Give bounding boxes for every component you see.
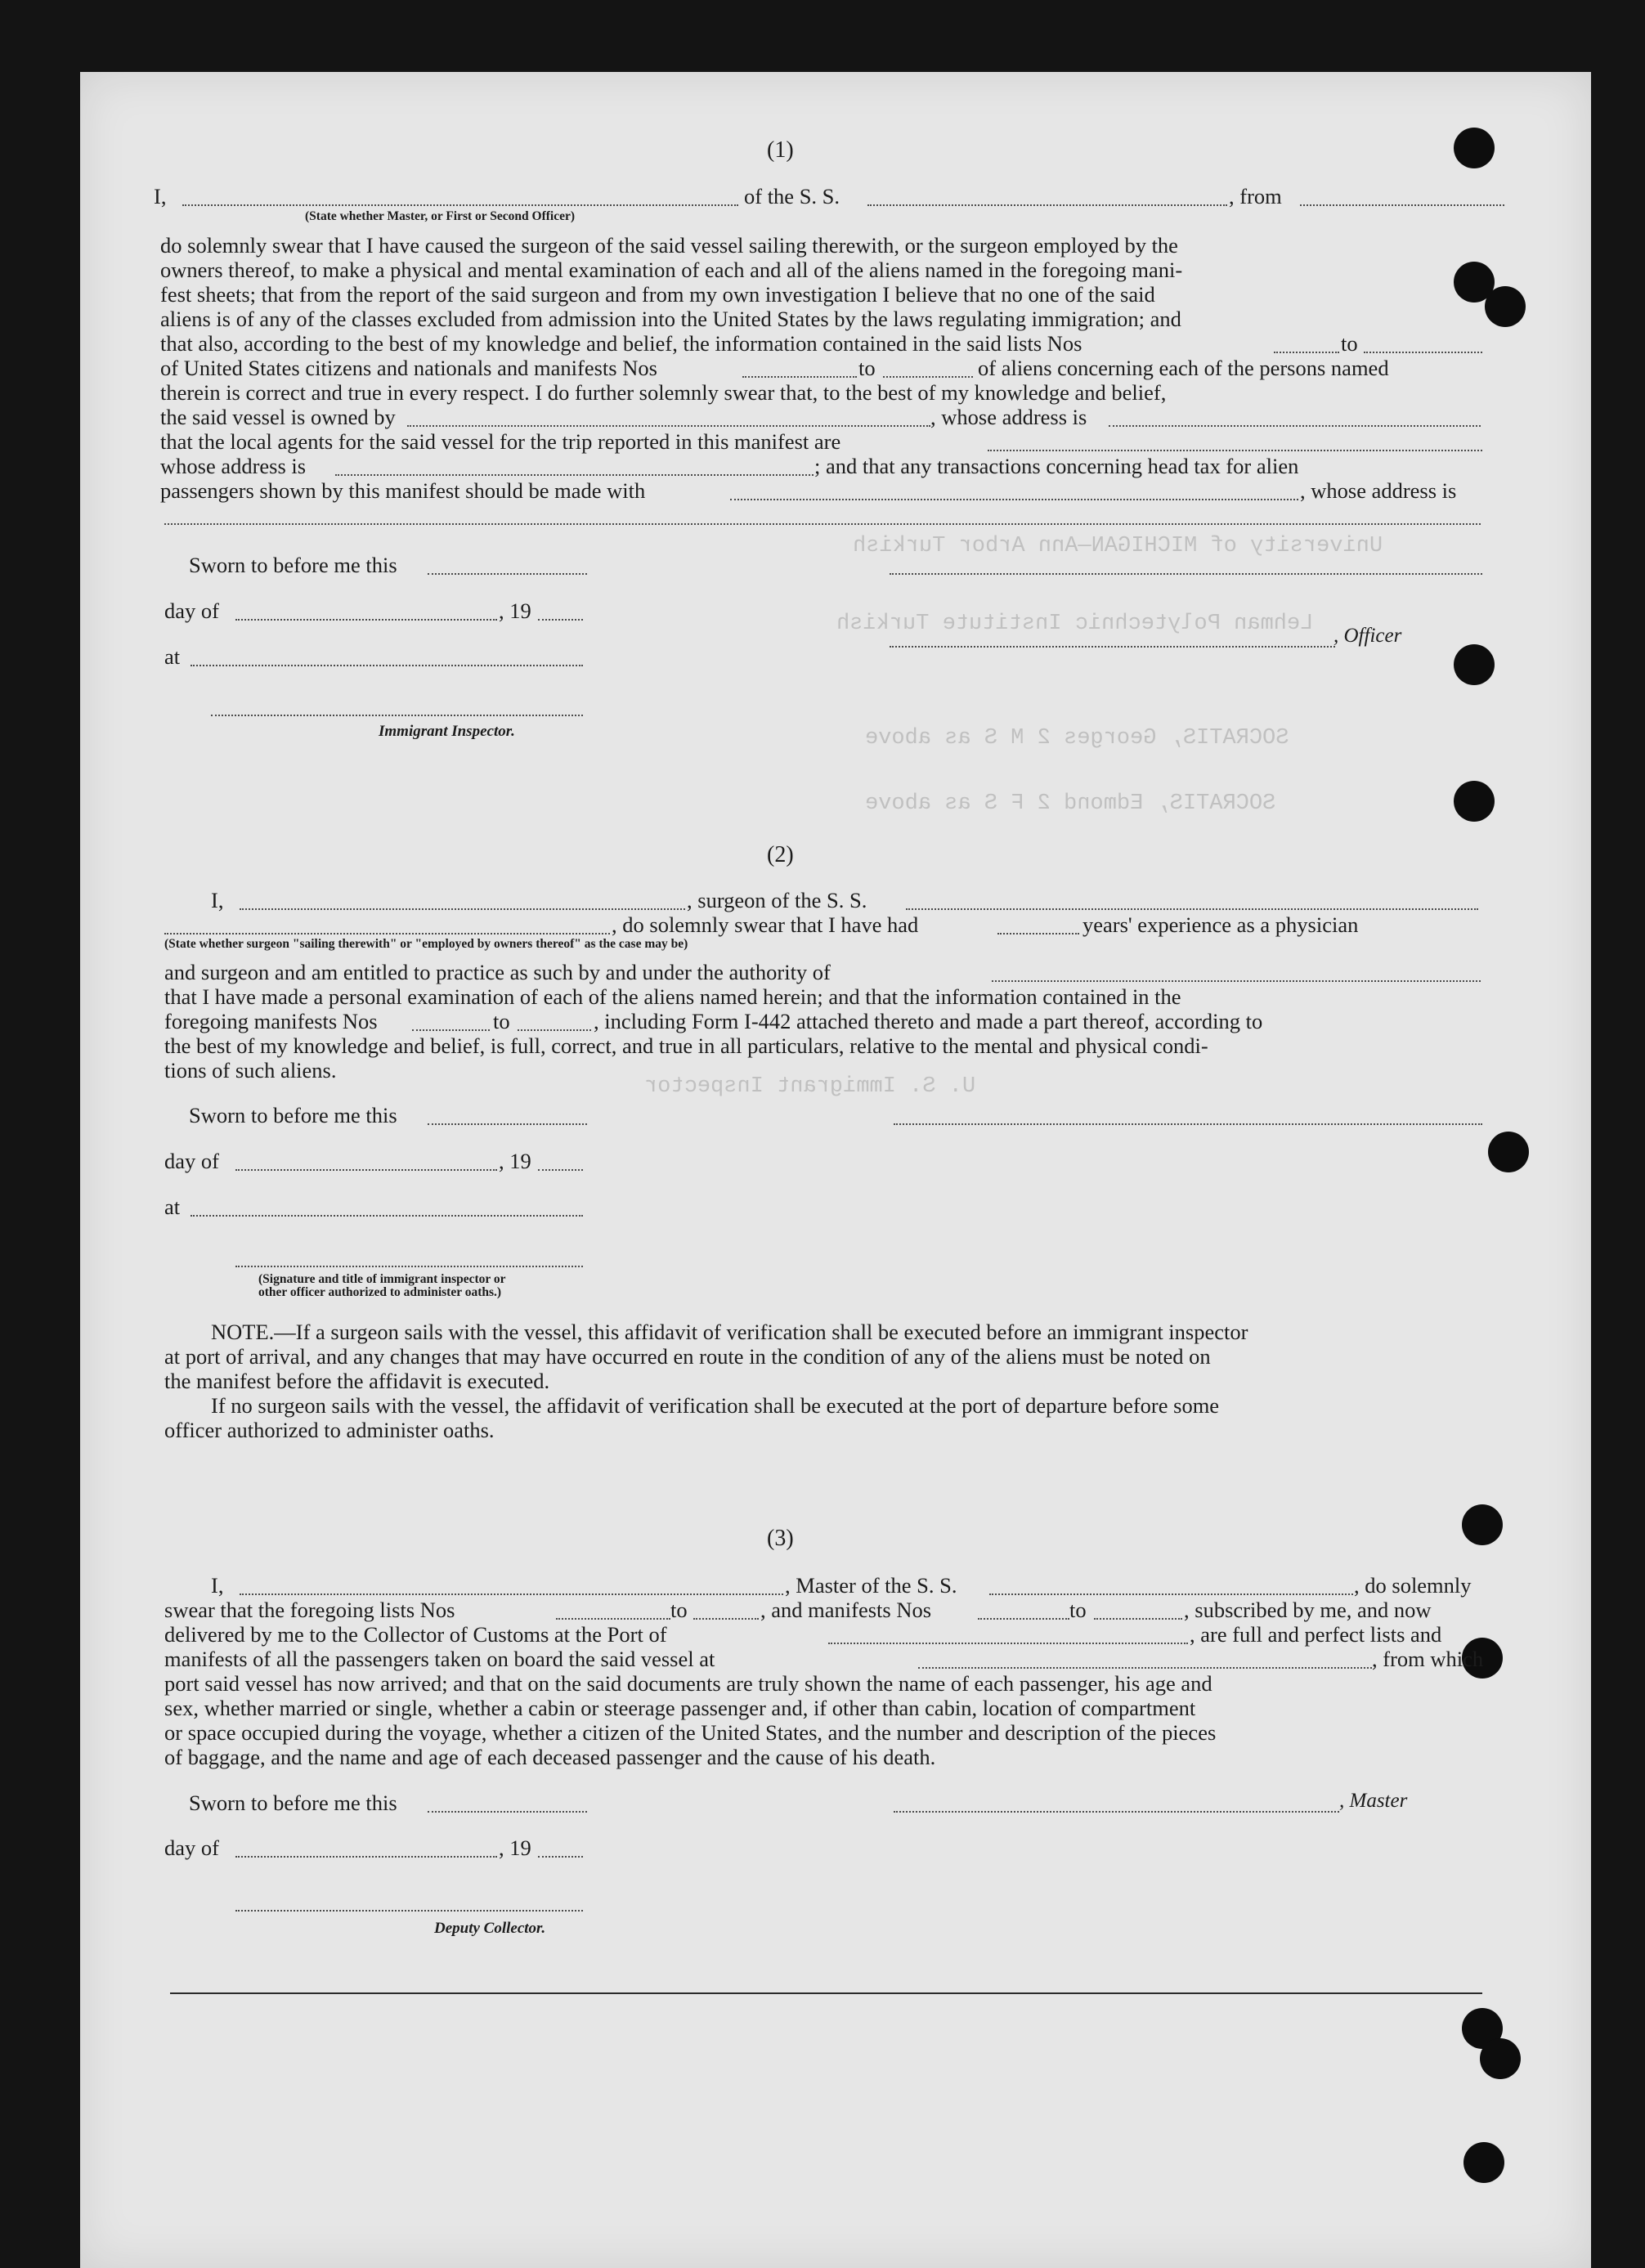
punch-hole [1454,644,1495,685]
s1-officer-field[interactable] [182,204,738,206]
s3-body-line: sex, whether married or single, whether a cabin or steerage passenger and, if other than cabin, location of compartment [164,1696,1196,1720]
s1-sworn-label: Sworn to before me this [189,553,397,577]
s1-officer-sign-field[interactable] [890,646,1335,648]
s1-i-label: I, [154,184,167,208]
s1-inspector-sign-field[interactable] [211,715,583,716]
s1-aliens-concerning: of aliens concerning each of the persons named [978,356,1389,380]
s3-lists-from-field[interactable] [556,1618,670,1620]
s3-manifests-from-field[interactable] [978,1618,1069,1620]
s2-status-field[interactable] [164,933,610,935]
show-through-text: SOCRATIS, Edmond 2 F S as above [865,791,1276,816]
s3-vessel-field[interactable] [989,1593,1353,1595]
s2-year-field[interactable] [538,1169,583,1171]
s3-l4a: manifests of all the passengers taken on board the said vessel at [164,1647,715,1671]
s2-surgeon-of-ss: , surgeon of the S. S. [687,888,867,912]
s3-lists-to-field[interactable] [693,1618,759,1620]
s3-port-field[interactable] [828,1643,1188,1644]
s2-line-3: and surgeon and am entitled to practice as such by and under the authority of [164,960,831,984]
s2-signature-field[interactable] [894,1123,1482,1125]
note-line: at port of arrival, and any changes that may have occurred en route in the condition of any of the aliens must be noted on [164,1344,1211,1369]
s1-to-label: to [858,356,876,380]
section-3-heading: (3) [767,1526,794,1551]
s1-day-field[interactable] [235,619,497,621]
s1-whose-address: , whose address is [930,405,1087,429]
s2-line-7: tions of such aliens. [164,1058,337,1082]
s3-manifests-to-field[interactable] [1094,1618,1182,1620]
show-through-text: University of MICHIGAN—Ann Arbor Turkish [853,534,1383,558]
punch-hole [1463,2142,1504,2183]
s1-manifests-to-field[interactable] [883,376,973,378]
s3-embark-field[interactable] [918,1667,1372,1669]
s2-at-field[interactable] [190,1215,583,1217]
s1-year-field[interactable] [538,619,583,621]
s3-solemnly: , do solemnly [1354,1573,1472,1598]
s2-vessel-field[interactable] [906,908,1478,910]
s1-body-line: owners thereof, to make a physical and mental examination of each and all of the aliens named in the foregoing mani- [160,258,1183,282]
s2-years-text: years' experience as a physician [1082,912,1359,937]
s3-l2b: to [670,1598,688,1622]
punch-hole [1488,1132,1529,1172]
s3-body-line: port said vessel has now arrived; and that on the said documents are truly shown the name of each passenger, his age and [164,1671,1212,1696]
s1-sworn-field[interactable] [428,573,587,575]
s1-head-tax-address-field[interactable] [164,523,1481,525]
s3-body-line: of baggage, and the name and age of each deceased passenger and the cause of his death. [164,1745,936,1769]
s1-from: , from [1229,184,1282,208]
s1-owner-address-field[interactable] [1109,425,1481,427]
s2-sworn-field[interactable] [428,1123,587,1125]
s1-at-label: at [164,644,181,669]
s2-at-label: at [164,1195,181,1219]
s1-owner-field[interactable] [407,425,930,427]
s3-master-name-field[interactable] [240,1593,783,1595]
s2-years-field[interactable] [997,933,1079,935]
s1-agents-field[interactable] [988,450,1482,451]
s3-deputy-caption: Deputy Collector. [434,1920,546,1937]
s1-officer-caption: (State whether Master, or First or Second Officer) [305,209,576,223]
manifest-page [80,72,1591,2268]
punch-hole [1454,128,1495,168]
s3-master-of-ss: , Master of the S. S. [785,1573,957,1598]
s3-day-field[interactable] [235,1856,497,1858]
s2-day-of-label: day of [164,1149,219,1173]
punch-hole [1462,1504,1503,1545]
s1-lists-to-field[interactable] [1364,352,1482,353]
s3-deputy-sign-field[interactable] [235,1910,583,1912]
s3-master-label: , Master [1339,1790,1408,1812]
show-through-text: SOCRATIS, Georges 2 M S as above [865,726,1289,751]
s1-body-line: that also, according to the best of my knowledge and belief, the information contained in the said lists Nos [160,331,1082,356]
s1-manifests-from-field[interactable] [742,376,857,378]
note-line: If no surgeon sails with the vessel, the affidavit of verification shall be executed at the port of departure before some [211,1393,1220,1418]
s2-surgeon-name-field[interactable] [240,908,685,910]
s1-body-line: do solemnly swear that I have caused the surgeon of the said vessel sailing therewith, or the surgeon employed by the [160,233,1178,258]
s1-body-line: passengers shown by this manifest should be made with [160,478,646,503]
s3-i-label: I, [211,1573,224,1598]
s1-head-tax: ; and that any transactions concerning head tax for alien [814,454,1299,478]
punch-hole [1454,781,1495,822]
s3-year-field[interactable] [538,1856,583,1858]
s3-day-of-label: day of [164,1835,219,1860]
s1-year-label: , 19 [499,598,531,623]
s2-year-label: , 19 [499,1149,531,1173]
s1-vessel-field[interactable] [867,204,1227,206]
show-through-text: U. S. Immigrant Inspector [644,1074,976,1099]
s1-of-ss: of the S. S. [744,184,840,208]
s2-status-caption: (State whether surgeon "sailing therewith" or "employed by owners thereof" as the case may be) [164,937,688,951]
s2-sig-caption: (Signature and title of immigrant inspector or [258,1272,506,1286]
section-1-heading: (1) [767,137,794,163]
s3-l2a: swear that the foregoing lists Nos [164,1598,455,1622]
note-line: officer authorized to administer oaths. [164,1418,495,1442]
s3-body-line: or space occupied during the voyage, whether a citizen of the United States, and the number and description of the pieces [164,1720,1217,1745]
s2-line-5a: foregoing manifests Nos [164,1009,378,1033]
s1-body-line: of United States citizens and nationals and manifests Nos [160,356,657,380]
s3-sworn-label: Sworn to before me this [189,1791,397,1815]
s1-at-field[interactable] [190,665,583,666]
s2-manifests-from-field[interactable] [412,1029,490,1031]
s1-agents-address-field[interactable] [335,474,814,476]
s3-l2e: , subscribed by me, and now [1184,1598,1432,1622]
s2-authority-field[interactable] [992,980,1481,982]
s2-line-6: the best of my knowledge and belief, is full, correct, and true in all particulars, relative to the mental and physical condi- [164,1033,1208,1058]
s3-l4b: , from which [1372,1647,1484,1671]
show-through-text: Lehman Polytechnic Institute Turkish [836,612,1314,636]
s1-whose-address-2: , whose address is [1300,478,1457,503]
punch-hole [1480,2038,1521,2079]
s1-head-tax-party-field[interactable] [730,499,1298,500]
s3-l2c: , and manifests Nos [760,1598,932,1622]
s1-to-label: to [1341,331,1358,356]
s2-sig-caption: other officer authorized to administer oaths.) [258,1285,502,1299]
s2-sworn-label: Sworn to before me this [189,1103,397,1127]
s1-signature-field[interactable] [890,573,1482,575]
s1-inspector-caption: Immigrant Inspector. [379,723,515,740]
section-2-heading: (2) [767,842,794,867]
s2-inspector-sign-field[interactable] [235,1266,583,1267]
s2-manifests-to-field[interactable] [518,1029,591,1031]
s3-l3b: , are full and perfect lists and [1190,1622,1442,1647]
s1-officer-label: , Officer [1333,625,1402,647]
s2-line-4: that I have made a personal examination of each of the aliens named herein; and that the information contained in the [164,984,1181,1009]
s2-line-5b: to [493,1009,510,1033]
s3-sworn-field[interactable] [428,1811,587,1813]
s2-line-5c: , including Form I-442 attached thereto and made a part thereof, according to [594,1009,1263,1033]
s1-day-of-label: day of [164,598,219,623]
punch-hole [1485,286,1526,327]
s3-year-label: , 19 [499,1835,531,1860]
s1-body-line: fest sheets; that from the report of the said surgeon and from my own investigation I believe that no one of the said [160,282,1155,307]
s2-swear-text: , do solemnly swear that I have had [612,912,919,937]
s1-from-field[interactable] [1300,204,1504,206]
s1-lists-from-field[interactable] [1274,352,1339,353]
s1-body-line: the said vessel is owned by [160,405,396,429]
bottom-rule [170,1992,1482,1994]
s1-body-line: aliens is of any of the classes excluded from admission into the United States by the laws regulating immigration; and [160,307,1181,331]
note-line: NOTE.—If a surgeon sails with the vessel, this affidavit of verification shall be executed before an immigrant inspector [211,1320,1248,1344]
s3-master-sign-field[interactable] [894,1811,1339,1813]
s3-l2d: to [1069,1598,1087,1622]
s3-l3a: delivered by me to the Collector of Customs at the Port of [164,1622,667,1647]
s1-body-line: therein is correct and true in every respect. I do further solemnly swear that, to the best of my knowledge and belief, [160,380,1167,405]
note-line: the manifest before the affidavit is executed. [164,1369,550,1393]
s2-i-label: I, [211,888,224,912]
s2-day-field[interactable] [235,1169,497,1171]
s1-body-line: whose address is [160,454,307,478]
s1-body-line: that the local agents for the said vessel for the trip reported in this manifest are [160,429,841,454]
